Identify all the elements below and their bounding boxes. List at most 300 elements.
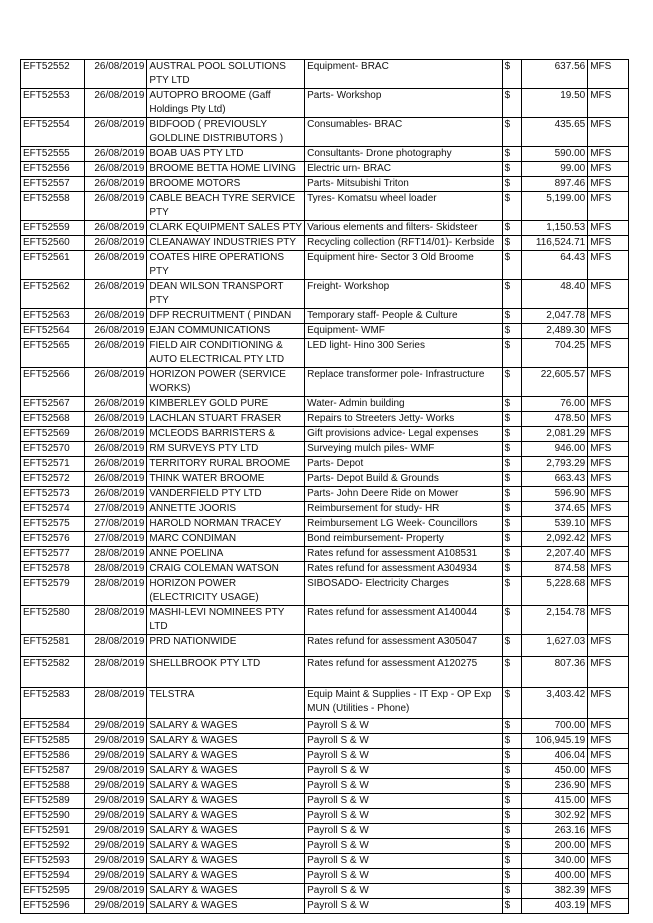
cell-description: Various elements and filters- Skidsteer (305, 221, 502, 236)
cell-code: MFS (588, 397, 629, 412)
cell-currency: $ (502, 719, 522, 734)
cell-ref: EFT52594 (21, 869, 85, 884)
table-row (21, 839, 629, 854)
cell-description: Temporary staff- People & Culture (305, 309, 502, 324)
cell-currency: $ (502, 532, 522, 547)
cell-description: Rates refund for assessment A304934 (305, 562, 502, 577)
table-row (21, 809, 629, 824)
cell-description: Payroll S & W (305, 809, 502, 824)
cell-payee: MCLEODS BARRISTERS & (147, 427, 305, 442)
cell-amount: 637.56 (522, 60, 588, 89)
table-row (21, 192, 629, 221)
cell-amount: 946.00 (522, 442, 588, 457)
cell-ref: EFT52564 (21, 324, 85, 339)
table-row (21, 251, 629, 280)
cell-description: Reimbursement LG Week- Councillors (305, 517, 502, 532)
cell-date: 29/08/2019 (84, 854, 147, 869)
cell-code: MFS (588, 309, 629, 324)
cell-code: MFS (588, 657, 629, 688)
cell-amount: 99.00 (522, 162, 588, 177)
cell-currency: $ (502, 60, 522, 89)
cell-amount: 704.25 (522, 339, 588, 368)
cell-currency: $ (502, 309, 522, 324)
cell-ref: EFT52589 (21, 794, 85, 809)
cell-description: Water- Admin building (305, 397, 502, 412)
cell-date: 26/08/2019 (84, 89, 147, 118)
table-row (21, 854, 629, 869)
cell-description: Recycling collection (RFT14/01)- Kerbside (305, 236, 502, 251)
cell-code: MFS (588, 457, 629, 472)
table-row (21, 688, 629, 719)
cell-code: MFS (588, 547, 629, 562)
cell-code: MFS (588, 688, 629, 719)
cell-ref: EFT52558 (21, 192, 85, 221)
table-row (21, 577, 629, 606)
cell-ref: EFT52566 (21, 368, 85, 397)
cell-payee: HORIZON POWER (ELECTRICITY USAGE) (147, 577, 305, 606)
cell-currency: $ (502, 794, 522, 809)
cell-date: 26/08/2019 (84, 221, 147, 236)
cell-date: 29/08/2019 (84, 749, 147, 764)
cell-amount: 2,793.29 (522, 457, 588, 472)
cell-ref: EFT52588 (21, 779, 85, 794)
cell-payee: EJAN COMMUNICATIONS (147, 324, 305, 339)
cell-description: Consultants- Drone photography (305, 147, 502, 162)
cell-currency: $ (502, 457, 522, 472)
cell-currency: $ (502, 412, 522, 427)
cell-description: Payroll S & W (305, 764, 502, 779)
cell-code: MFS (588, 764, 629, 779)
table-row (21, 606, 629, 635)
cell-payee: AUTOPRO BROOME (Gaff Holdings Pty Ltd) (147, 89, 305, 118)
cell-amount: 64.43 (522, 251, 588, 280)
cell-amount: 2,092.42 (522, 532, 588, 547)
cell-ref: EFT52579 (21, 577, 85, 606)
cell-ref: EFT52572 (21, 472, 85, 487)
cell-amount: 5,199.00 (522, 192, 588, 221)
cell-amount: 807.36 (522, 657, 588, 688)
cell-currency: $ (502, 809, 522, 824)
cell-description: Payroll S & W (305, 854, 502, 869)
cell-description: Parts- John Deere Ride on Mower (305, 487, 502, 502)
cell-date: 26/08/2019 (84, 457, 147, 472)
cell-payee: BOAB UAS PTY LTD (147, 147, 305, 162)
cell-currency: $ (502, 884, 522, 899)
cell-amount: 400.00 (522, 869, 588, 884)
cell-amount: 116,524.71 (522, 236, 588, 251)
table-row (21, 177, 629, 192)
cell-ref: EFT52583 (21, 688, 85, 719)
cell-amount: 340.00 (522, 854, 588, 869)
cell-description: Equipment- BRAC (305, 60, 502, 89)
cell-payee: SALARY & WAGES (147, 734, 305, 749)
cell-payee: HORIZON POWER (SERVICE WORKS) (147, 368, 305, 397)
table-row (21, 794, 629, 809)
cell-code: MFS (588, 251, 629, 280)
table-row (21, 899, 629, 914)
cell-ref: EFT52569 (21, 427, 85, 442)
table-row (21, 635, 629, 657)
cell-currency: $ (502, 339, 522, 368)
cell-amount: 263.16 (522, 824, 588, 839)
cell-code: MFS (588, 280, 629, 309)
cell-date: 26/08/2019 (84, 162, 147, 177)
table-row (21, 368, 629, 397)
cell-code: MFS (588, 324, 629, 339)
cell-currency: $ (502, 764, 522, 779)
cell-payee: SALARY & WAGES (147, 794, 305, 809)
cell-description: Electric urn- BRAC (305, 162, 502, 177)
cell-date: 29/08/2019 (84, 899, 147, 914)
cell-amount: 200.00 (522, 839, 588, 854)
cell-payee: DEAN WILSON TRANSPORT PTY (147, 280, 305, 309)
cell-date: 27/08/2019 (84, 532, 147, 547)
cell-date: 26/08/2019 (84, 487, 147, 502)
cell-description: Replace transformer pole- Infrastructure (305, 368, 502, 397)
cell-payee: SALARY & WAGES (147, 839, 305, 854)
cell-description: Equipment- WMF (305, 324, 502, 339)
cell-payee: LACHLAN STUART FRASER (147, 412, 305, 427)
cell-ref: EFT52587 (21, 764, 85, 779)
cell-ref: EFT52593 (21, 854, 85, 869)
cell-payee: SALARY & WAGES (147, 719, 305, 734)
cell-amount: 236.90 (522, 779, 588, 794)
payments-table-body (21, 60, 629, 914)
cell-payee: MARC CONDIMAN (147, 532, 305, 547)
table-row (21, 427, 629, 442)
cell-code: MFS (588, 577, 629, 606)
cell-description: Parts- Workshop (305, 89, 502, 118)
cell-amount: 76.00 (522, 397, 588, 412)
table-row (21, 60, 629, 89)
cell-currency: $ (502, 397, 522, 412)
cell-payee: FIELD AIR CONDITIONING & AUTO ELECTRICAL PTY LTD (147, 339, 305, 368)
cell-payee: SALARY & WAGES (147, 749, 305, 764)
cell-code: MFS (588, 442, 629, 457)
table-row (21, 562, 629, 577)
cell-amount: 874.58 (522, 562, 588, 577)
cell-date: 29/08/2019 (84, 824, 147, 839)
cell-amount: 382.39 (522, 884, 588, 899)
cell-payee: MASHI-LEVI NOMINEES PTY LTD (147, 606, 305, 635)
cell-description: Payroll S & W (305, 734, 502, 749)
cell-amount: 1,627.03 (522, 635, 588, 657)
table-row (21, 162, 629, 177)
cell-date: 28/08/2019 (84, 577, 147, 606)
cell-description: Payroll S & W (305, 839, 502, 854)
cell-description: Payroll S & W (305, 899, 502, 914)
cell-ref: EFT52563 (21, 309, 85, 324)
table-row (21, 719, 629, 734)
cell-code: MFS (588, 339, 629, 368)
cell-description: Rates refund for assessment A140044 (305, 606, 502, 635)
cell-payee: SALARY & WAGES (147, 854, 305, 869)
cell-ref: EFT52580 (21, 606, 85, 635)
cell-payee: HAROLD NORMAN TRACEY (147, 517, 305, 532)
cell-amount: 539.10 (522, 517, 588, 532)
cell-amount: 403.19 (522, 899, 588, 914)
cell-date: 29/08/2019 (84, 779, 147, 794)
cell-date: 29/08/2019 (84, 764, 147, 779)
cell-code: MFS (588, 89, 629, 118)
cell-currency: $ (502, 779, 522, 794)
table-row (21, 824, 629, 839)
cell-ref: EFT52586 (21, 749, 85, 764)
cell-code: MFS (588, 562, 629, 577)
cell-payee: COATES HIRE OPERATIONS PTY (147, 251, 305, 280)
table-row (21, 884, 629, 899)
cell-description: Payroll S & W (305, 794, 502, 809)
cell-description: SIBOSADO- Electricity Charges (305, 577, 502, 606)
table-row (21, 657, 629, 688)
cell-description: Freight- Workshop (305, 280, 502, 309)
cell-code: MFS (588, 502, 629, 517)
cell-amount: 5,228.68 (522, 577, 588, 606)
table-row (21, 532, 629, 547)
cell-currency: $ (502, 118, 522, 147)
cell-description: Tyres- Komatsu wheel loader (305, 192, 502, 221)
table-row (21, 221, 629, 236)
cell-description: Reimbursement for study- HR (305, 502, 502, 517)
cell-amount: 478.50 (522, 412, 588, 427)
cell-ref: EFT52568 (21, 412, 85, 427)
cell-code: MFS (588, 236, 629, 251)
table-row (21, 324, 629, 339)
cell-payee: CRAIG COLEMAN WATSON (147, 562, 305, 577)
table-row (21, 236, 629, 251)
cell-description: Parts- Depot Build & Grounds (305, 472, 502, 487)
cell-currency: $ (502, 869, 522, 884)
cell-date: 26/08/2019 (84, 192, 147, 221)
table-row (21, 118, 629, 147)
cell-date: 28/08/2019 (84, 606, 147, 635)
cell-description: Rates refund for assessment A108531 (305, 547, 502, 562)
table-row (21, 309, 629, 324)
cell-payee: ANNETTE JOORIS (147, 502, 305, 517)
cell-code: MFS (588, 606, 629, 635)
cell-amount: 596.90 (522, 487, 588, 502)
cell-ref: EFT52559 (21, 221, 85, 236)
cell-currency: $ (502, 657, 522, 688)
table-row (21, 749, 629, 764)
table-row (21, 397, 629, 412)
cell-date: 29/08/2019 (84, 734, 147, 749)
cell-amount: 106,945.19 (522, 734, 588, 749)
cell-code: MFS (588, 809, 629, 824)
table-row (21, 147, 629, 162)
cell-currency: $ (502, 368, 522, 397)
cell-currency: $ (502, 192, 522, 221)
cell-currency: $ (502, 442, 522, 457)
cell-payee: THINK WATER BROOME (147, 472, 305, 487)
cell-ref: EFT52595 (21, 884, 85, 899)
cell-currency: $ (502, 221, 522, 236)
cell-date: 26/08/2019 (84, 397, 147, 412)
cell-ref: EFT52578 (21, 562, 85, 577)
cell-date: 26/08/2019 (84, 236, 147, 251)
cell-description: Consumables- BRAC (305, 118, 502, 147)
cell-payee: CLARK EQUIPMENT SALES PTY (147, 221, 305, 236)
cell-currency: $ (502, 688, 522, 719)
cell-amount: 897.46 (522, 177, 588, 192)
cell-currency: $ (502, 89, 522, 118)
cell-code: MFS (588, 118, 629, 147)
cell-amount: 48.40 (522, 280, 588, 309)
cell-date: 26/08/2019 (84, 368, 147, 397)
cell-ref: EFT52573 (21, 487, 85, 502)
cell-description: Parts- Mitsubishi Triton (305, 177, 502, 192)
cell-code: MFS (588, 635, 629, 657)
cell-code: MFS (588, 162, 629, 177)
cell-currency: $ (502, 577, 522, 606)
cell-date: 29/08/2019 (84, 719, 147, 734)
cell-payee: RM SURVEYS PTY LTD (147, 442, 305, 457)
cell-payee: KIMBERLEY GOLD PURE (147, 397, 305, 412)
cell-currency: $ (502, 236, 522, 251)
cell-ref: EFT52567 (21, 397, 85, 412)
cell-date: 26/08/2019 (84, 412, 147, 427)
cell-code: MFS (588, 749, 629, 764)
cell-date: 26/08/2019 (84, 324, 147, 339)
cell-description: Payroll S & W (305, 824, 502, 839)
cell-code: MFS (588, 532, 629, 547)
cell-date: 26/08/2019 (84, 309, 147, 324)
cell-currency: $ (502, 547, 522, 562)
cell-date: 26/08/2019 (84, 442, 147, 457)
cell-ref: EFT52574 (21, 502, 85, 517)
cell-payee: BROOME BETTA HOME LIVING (147, 162, 305, 177)
cell-currency: $ (502, 162, 522, 177)
cell-currency: $ (502, 854, 522, 869)
cell-amount: 2,081.29 (522, 427, 588, 442)
cell-date: 28/08/2019 (84, 635, 147, 657)
table-row (21, 412, 629, 427)
cell-payee: SALARY & WAGES (147, 764, 305, 779)
cell-ref: EFT52592 (21, 839, 85, 854)
cell-description: Rates refund for assessment A305047 (305, 635, 502, 657)
cell-payee: SALARY & WAGES (147, 869, 305, 884)
table-row (21, 442, 629, 457)
cell-ref: EFT52570 (21, 442, 85, 457)
cell-payee: SALARY & WAGES (147, 899, 305, 914)
cell-code: MFS (588, 221, 629, 236)
table-row (21, 487, 629, 502)
cell-amount: 19.50 (522, 89, 588, 118)
cell-amount: 302.92 (522, 809, 588, 824)
cell-amount: 435.65 (522, 118, 588, 147)
cell-currency: $ (502, 251, 522, 280)
cell-code: MFS (588, 177, 629, 192)
cell-date: 26/08/2019 (84, 60, 147, 89)
cell-code: MFS (588, 147, 629, 162)
cell-ref: EFT52581 (21, 635, 85, 657)
cell-currency: $ (502, 487, 522, 502)
cell-code: MFS (588, 884, 629, 899)
cell-date: 28/08/2019 (84, 688, 147, 719)
cell-ref: EFT52571 (21, 457, 85, 472)
cell-date: 29/08/2019 (84, 794, 147, 809)
cell-description: Equipment hire- Sector 3 Old Broome (305, 251, 502, 280)
cell-date: 29/08/2019 (84, 869, 147, 884)
cell-code: MFS (588, 60, 629, 89)
cell-currency: $ (502, 502, 522, 517)
cell-payee: ANNE POELINA (147, 547, 305, 562)
table-row (21, 502, 629, 517)
cell-amount: 700.00 (522, 719, 588, 734)
cell-amount: 22,605.57 (522, 368, 588, 397)
cell-currency: $ (502, 147, 522, 162)
cell-currency: $ (502, 280, 522, 309)
cell-currency: $ (502, 562, 522, 577)
cell-amount: 663.43 (522, 472, 588, 487)
cell-currency: $ (502, 734, 522, 749)
table-row (21, 280, 629, 309)
cell-payee: TERRITORY RURAL BROOME (147, 457, 305, 472)
cell-date: 27/08/2019 (84, 502, 147, 517)
cell-payee: DFP RECRUITMENT ( PINDAN (147, 309, 305, 324)
table-row (21, 547, 629, 562)
cell-amount: 2,047.78 (522, 309, 588, 324)
cell-ref: EFT52575 (21, 517, 85, 532)
cell-code: MFS (588, 472, 629, 487)
cell-ref: EFT52552 (21, 60, 85, 89)
cell-currency: $ (502, 472, 522, 487)
cell-date: 28/08/2019 (84, 547, 147, 562)
cell-date: 28/08/2019 (84, 562, 147, 577)
cell-description: Surveying mulch piles- WMF (305, 442, 502, 457)
cell-code: MFS (588, 899, 629, 914)
cell-currency: $ (502, 517, 522, 532)
cell-code: MFS (588, 779, 629, 794)
cell-currency: $ (502, 635, 522, 657)
cell-payee: SALARY & WAGES (147, 884, 305, 899)
table-row (21, 779, 629, 794)
cell-amount: 374.65 (522, 502, 588, 517)
cell-code: MFS (588, 794, 629, 809)
cell-description: Payroll S & W (305, 719, 502, 734)
cell-currency: $ (502, 839, 522, 854)
cell-description: Payroll S & W (305, 779, 502, 794)
cell-code: MFS (588, 427, 629, 442)
cell-payee: BIDFOOD ( PREVIOUSLY GOLDLINE DISTRIBUTORS ) (147, 118, 305, 147)
cell-currency: $ (502, 824, 522, 839)
cell-code: MFS (588, 368, 629, 397)
table-row (21, 869, 629, 884)
cell-code: MFS (588, 869, 629, 884)
cell-code: MFS (588, 719, 629, 734)
cell-code: MFS (588, 487, 629, 502)
cell-payee: AUSTRAL POOL SOLUTIONS PTY LTD (147, 60, 305, 89)
cell-ref: EFT52577 (21, 547, 85, 562)
cell-date: 27/08/2019 (84, 517, 147, 532)
cell-ref: EFT52556 (21, 162, 85, 177)
cell-ref: EFT52562 (21, 280, 85, 309)
cell-amount: 450.00 (522, 764, 588, 779)
cell-description: Payroll S & W (305, 869, 502, 884)
cell-code: MFS (588, 854, 629, 869)
cell-currency: $ (502, 177, 522, 192)
table-row (21, 457, 629, 472)
table-row (21, 339, 629, 368)
cell-payee: VANDERFIELD PTY LTD (147, 487, 305, 502)
cell-date: 26/08/2019 (84, 147, 147, 162)
cell-amount: 2,207.40 (522, 547, 588, 562)
cell-ref: EFT52591 (21, 824, 85, 839)
cell-amount: 3,403.42 (522, 688, 588, 719)
table-row (21, 734, 629, 749)
payments-table (20, 59, 629, 914)
cell-date: 26/08/2019 (84, 339, 147, 368)
